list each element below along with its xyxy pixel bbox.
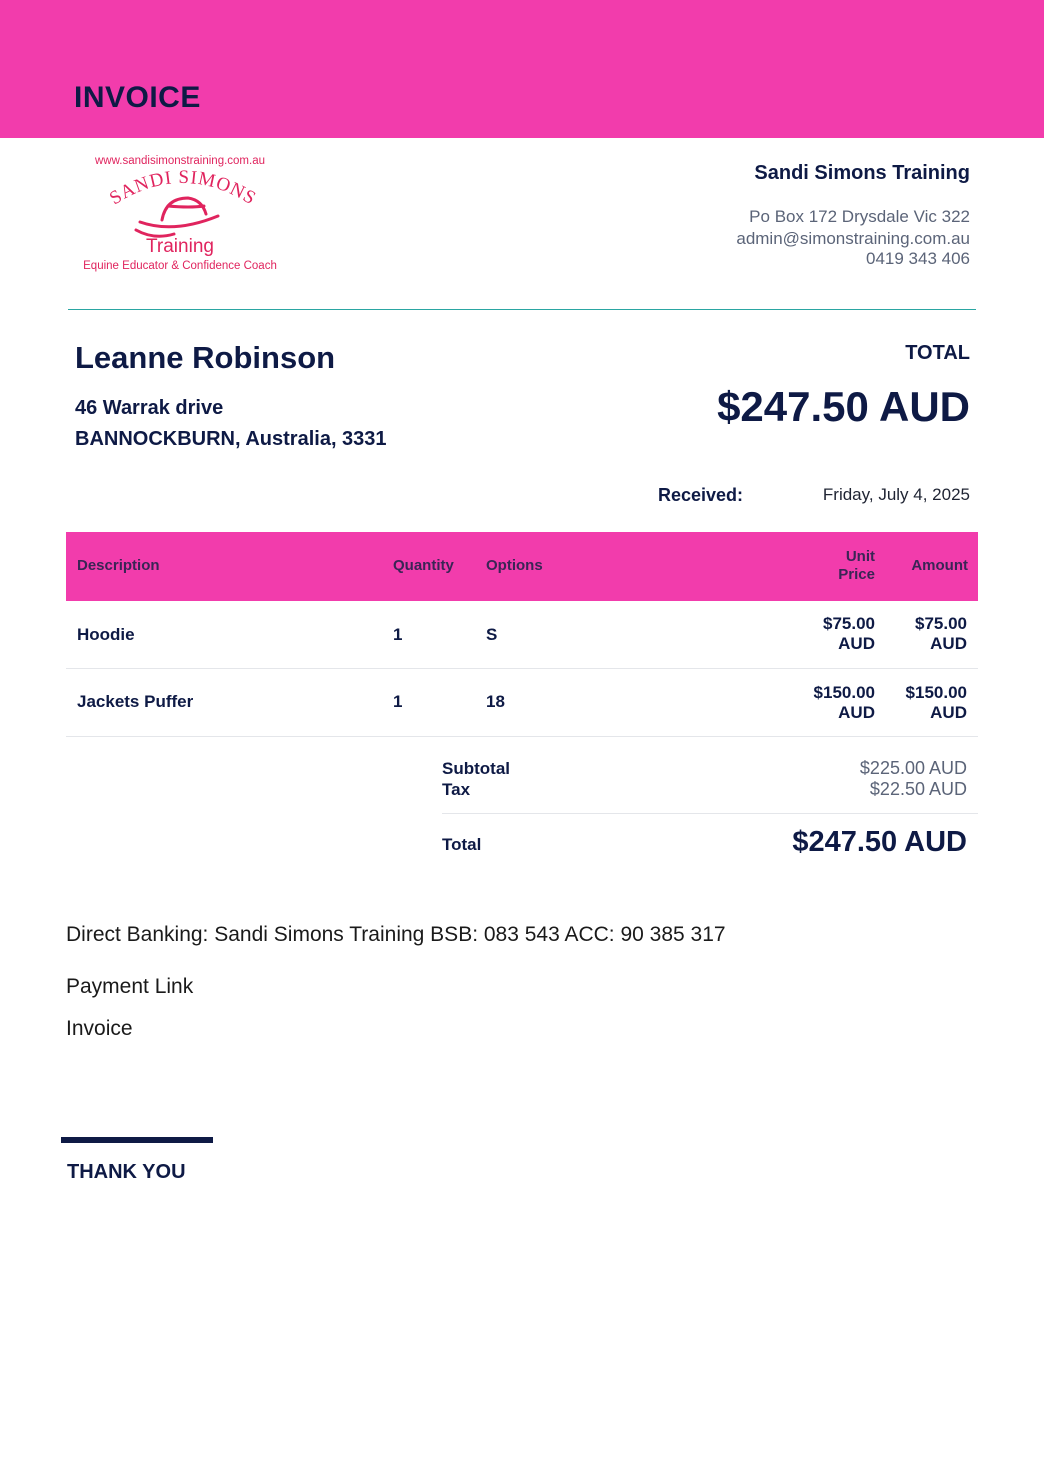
table-header	[66, 532, 978, 601]
invoice-link[interactable]: Invoice	[66, 1017, 133, 1040]
company-address: Po Box 172 Drysdale Vic 322	[749, 207, 970, 226]
thank-you: THANK YOU	[67, 1161, 186, 1183]
grand-total-value: $247.50 AUD	[792, 826, 967, 858]
subtotal-label: Subtotal	[442, 759, 510, 778]
client-street: 46 Warrak drive	[75, 397, 224, 419]
row2-unit-price	[814, 683, 875, 723]
row-divider	[66, 668, 978, 669]
received-date: Friday, July 4, 2025	[822, 485, 970, 504]
th-unit-price-line1: Unit	[845, 548, 875, 565]
row1-options: S	[486, 625, 498, 644]
row1-quantity: 1	[393, 625, 403, 644]
th-unit-price	[838, 548, 875, 584]
grand-total-label: Total	[442, 835, 482, 854]
row1-amount-currency: AUD	[930, 634, 967, 653]
tax-value: $22.50 AUD	[869, 779, 967, 799]
totals-divider	[442, 813, 978, 814]
invoice-title: INVOICE	[74, 81, 201, 114]
banking-details: Direct Banking: Sandi Simons Training BSB: 083 543 ACC: 90 385 317	[66, 923, 726, 946]
svg-text:SANDI SIMONS	[106, 167, 260, 209]
th-options: Options	[486, 557, 543, 574]
logo-url: www.sandisimonstraining.com.au	[94, 155, 266, 167]
row2-options: 18	[486, 692, 505, 711]
row2-amount-currency: AUD	[930, 703, 967, 722]
th-quantity: Quantity	[393, 557, 454, 574]
th-description: Description	[77, 557, 160, 574]
header-divider	[68, 309, 976, 310]
row1-unit-price	[823, 614, 875, 654]
th-amount: Amount	[911, 557, 968, 574]
logo-arc-text: SANDI SIMONS	[105, 166, 260, 210]
logo-word: Training	[146, 236, 214, 257]
row2-unit-price-currency: AUD	[838, 703, 875, 722]
row2-amount	[906, 683, 967, 723]
row1-amount	[915, 614, 967, 654]
tax-label: Tax	[442, 780, 471, 799]
client-name: Leanne Robinson	[75, 340, 336, 375]
thanks-divider	[61, 1137, 213, 1143]
subtotal-value: $225.00 AUD	[859, 758, 967, 778]
row1-unit-price-currency: AUD	[838, 634, 875, 653]
row2-unit-price-value: $150.00	[813, 683, 875, 702]
company-logo	[70, 150, 290, 278]
row-divider	[66, 736, 978, 737]
hat-icon	[136, 198, 218, 236]
payment-link[interactable]: Payment Link	[66, 975, 194, 998]
row2-description: Jackets Puffer	[77, 692, 194, 711]
row1-amount-value: $75.00	[915, 614, 967, 633]
row1-description: Hoodie	[77, 625, 135, 644]
total-label: TOTAL	[905, 342, 970, 364]
company-name: Sandi Simons Training	[754, 162, 970, 184]
logo-tagline: Equine Educator & Confidence Coach	[83, 260, 277, 272]
received-label: Received:	[658, 485, 744, 505]
row2-quantity: 1	[393, 692, 403, 711]
row1-unit-price-value: $75.00	[823, 614, 875, 633]
total-amount: $247.50 AUD	[717, 383, 970, 430]
row2-amount-value: $150.00	[905, 683, 967, 702]
company-email: admin@simonstraining.com.au	[736, 229, 970, 248]
header-banner	[0, 0, 1044, 138]
client-city: BANNOCKBURN, Australia, 3331	[75, 428, 387, 450]
company-phone: 0419 343 406	[866, 249, 970, 268]
th-unit-price-line2: Price	[838, 566, 875, 583]
